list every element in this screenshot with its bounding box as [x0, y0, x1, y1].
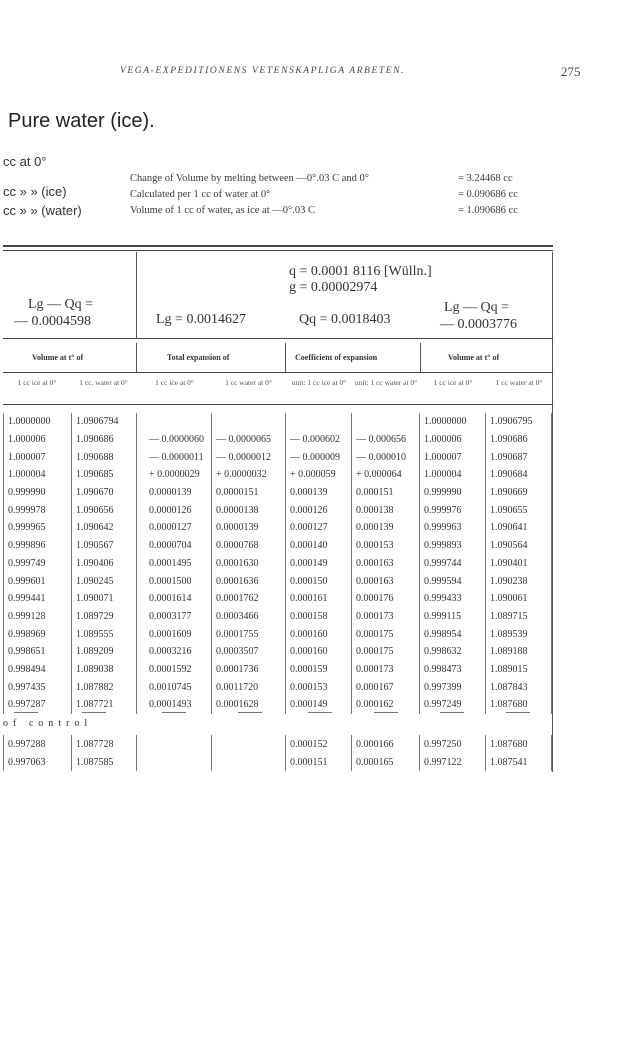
table-cell — [212, 735, 286, 753]
value-volume-change: = 3.24468 cc — [458, 173, 513, 184]
table-cell: 0.0001636 — [212, 572, 286, 590]
table-cell: 0.999128 — [4, 608, 72, 626]
lg-qq-right-value: — 0.0003776 — [440, 317, 517, 332]
table-cell: 0.000150 — [286, 572, 352, 590]
table-cell: 1.089188 — [486, 643, 552, 661]
table-cell: 0.0001614 — [137, 590, 212, 608]
table-cell: 0.000139 — [286, 484, 352, 502]
table-cell: — 0.0000065 — [212, 431, 286, 449]
table-cell: 1.000007 — [420, 448, 486, 466]
control-label: of control — [3, 718, 93, 729]
table-row — [4, 555, 552, 573]
table-cell: + 0.0000029 — [137, 466, 212, 484]
table-cell: 0.000153 — [286, 678, 352, 696]
table-cell: 0.0000768 — [212, 537, 286, 555]
g-constant: g = 0.00002974 — [289, 280, 378, 295]
table-row — [4, 413, 552, 431]
table-cell: 1.090641 — [486, 519, 552, 537]
table-cell: 0.999896 — [4, 537, 72, 555]
statement-per-cc: Calculated per 1 cc of water at 0° — [130, 189, 271, 200]
table-cell: 0.0000126 — [137, 501, 212, 519]
table-cell: 0.999601 — [4, 572, 72, 590]
table-cell: 0.999744 — [420, 555, 486, 573]
table-cell: — 0.000656 — [352, 431, 420, 449]
table-cell: 1.089729 — [72, 608, 137, 626]
qq-constant: Qq = 0.0018403 — [299, 312, 391, 327]
table-cell: 1.090684 — [486, 466, 552, 484]
table-cell: 0.998494 — [4, 661, 72, 679]
group-header-coefficient: Coefficient of expansion — [295, 353, 378, 362]
table-cell: — 0.000010 — [352, 448, 420, 466]
statement-volume-change: Change of Volume by melting between —0°.03 C and 0° — [130, 173, 369, 184]
table-cell: 0.999965 — [4, 519, 72, 537]
table-cell: 0.000149 — [286, 696, 352, 714]
subheader: 1 cc ice at 0° — [433, 378, 473, 387]
table-cell: 1.090564 — [486, 537, 552, 555]
row-dash — [82, 712, 106, 713]
table-cell: 0.000159 — [286, 661, 352, 679]
table-cell: 0.000152 — [286, 735, 352, 753]
table-cell — [212, 413, 286, 431]
table-row — [4, 448, 552, 466]
table-cell: 1.089209 — [72, 643, 137, 661]
table-cell: 0.000176 — [352, 590, 420, 608]
page-number: 275 — [561, 64, 581, 79]
table-cell: 0.000160 — [286, 643, 352, 661]
subheader: 1 cc ice at 0° — [17, 378, 57, 387]
column-divider — [552, 252, 553, 772]
table-row — [4, 735, 552, 753]
table-cell: 1.0000000 — [420, 413, 486, 431]
table-cell: 0.000173 — [352, 608, 420, 626]
row-dash — [506, 712, 530, 713]
table-cell: 0.0000127 — [137, 519, 212, 537]
table-cell: 1.000004 — [4, 466, 72, 484]
table-cell: 1.090685 — [72, 466, 137, 484]
table-cell — [137, 735, 212, 753]
table-row — [4, 625, 552, 643]
table-cell: 0.000160 — [286, 625, 352, 643]
subheader: 1 cc water at 0° — [495, 378, 543, 387]
table-row — [4, 643, 552, 661]
table-cell: 0.000158 — [286, 608, 352, 626]
table-cell: 0.000139 — [352, 519, 420, 537]
running-head: VEGA-EXPEDITIONENS VETENSKAPLIGA ARBETEN. — [120, 66, 406, 76]
row-dash — [308, 712, 332, 713]
table-cell: 1.090655 — [486, 501, 552, 519]
column-divider — [285, 343, 286, 373]
table-row — [4, 661, 552, 679]
definition-symbol: cc » » (water) — [3, 203, 82, 218]
table-cell: 0.000163 — [352, 555, 420, 573]
table-cell: 1.090061 — [486, 590, 552, 608]
table-cell: 0.000166 — [352, 735, 420, 753]
table-cell: 0.999990 — [4, 484, 72, 502]
table-cell: 1.089555 — [72, 625, 137, 643]
table-cell: 0.999433 — [420, 590, 486, 608]
table-cell: 1.090687 — [486, 448, 552, 466]
table-row — [4, 466, 552, 484]
table-cell: 1.090670 — [72, 484, 137, 502]
table-cell: — 0.0000060 — [137, 431, 212, 449]
table-cell: 0.0001736 — [212, 661, 286, 679]
lg-qq-right-label: Lg — Qq = — [444, 300, 510, 315]
table-cell: 1.087721 — [72, 696, 137, 714]
subheader: 1 cc water at 0° — [225, 378, 272, 387]
table-cell: 0.000163 — [352, 572, 420, 590]
table-cell: 1.087585 — [72, 753, 137, 771]
table-cell: 0.0001755 — [212, 625, 286, 643]
column-divider — [420, 343, 421, 373]
table-cell: 1.089015 — [486, 661, 552, 679]
table-cell: 0.999978 — [4, 501, 72, 519]
table-cell: 0.997122 — [420, 753, 486, 771]
table-cell: 0.000175 — [352, 643, 420, 661]
table-cell: 0.0000139 — [212, 519, 286, 537]
table-cell: 1.090688 — [72, 448, 137, 466]
group-header-volume-right: Volume at t° of — [448, 353, 500, 362]
subheader: unit: 1 cc water at 0° — [354, 378, 418, 387]
table-row — [4, 572, 552, 590]
table-cell: 0.0001628 — [212, 696, 286, 714]
value-per-cc: = 0.090686 cc — [458, 189, 518, 200]
table-cell: 0.0010745 — [137, 678, 212, 696]
table-cell: + 0.000064 — [352, 466, 420, 484]
table-cell: 1.0906794 — [72, 413, 137, 431]
table-cell: 0.0011720 — [212, 678, 286, 696]
table-cell: 0.0001495 — [137, 555, 212, 573]
group-header-rule — [3, 372, 553, 373]
table-cell: 0.997063 — [4, 753, 72, 771]
column-divider — [136, 252, 137, 338]
table-cell: + 0.0000032 — [212, 466, 286, 484]
table-cell: 0.999893 — [420, 537, 486, 555]
table-cell: 1.089715 — [486, 608, 552, 626]
table-cell: 0.997249 — [420, 696, 486, 714]
table-cell: 0.0001762 — [212, 590, 286, 608]
table-cell: 0.0000138 — [212, 501, 286, 519]
table-cell: 0.000126 — [286, 501, 352, 519]
table-cell: 1.000007 — [4, 448, 72, 466]
table-cell: 0.000153 — [352, 537, 420, 555]
expansion-table — [3, 413, 552, 714]
table-cell: 1.090642 — [72, 519, 137, 537]
table-row — [4, 537, 552, 555]
table-cell: 0.997287 — [4, 696, 72, 714]
table-cell: — 0.000602 — [286, 431, 352, 449]
table-cell: 1.090669 — [486, 484, 552, 502]
table-cell: 0.0003507 — [212, 643, 286, 661]
table-cell: 0.000151 — [286, 753, 352, 771]
table-cell: 0.997435 — [4, 678, 72, 696]
table-cell: 1.000004 — [420, 466, 486, 484]
row-dash — [238, 712, 262, 713]
table-cell: 1.087882 — [72, 678, 137, 696]
table-cell: 1.087680 — [486, 735, 552, 753]
table-row — [4, 431, 552, 449]
table-cell: 0.998969 — [4, 625, 72, 643]
table-cell: 1.090686 — [72, 431, 137, 449]
table-cell: 0.0003216 — [137, 643, 212, 661]
table-cell: 0.997250 — [420, 735, 486, 753]
table-cell: 0.0003177 — [137, 608, 212, 626]
table-row — [4, 678, 552, 696]
table-cell: 0.0000704 — [137, 537, 212, 555]
value-volume-ice: = 1.090686 cc — [458, 205, 518, 216]
table-cell: 0.000151 — [352, 484, 420, 502]
table-top-rule-thin — [3, 250, 553, 251]
table-cell: 0.999115 — [420, 608, 486, 626]
subheader: 1 cc. water at 0° — [79, 378, 128, 387]
table-row — [4, 484, 552, 502]
table-cell — [286, 413, 352, 431]
definition-symbol: cc at 0° — [3, 154, 47, 169]
table-cell — [137, 413, 212, 431]
table-cell: 0.000127 — [286, 519, 352, 537]
table-row — [4, 608, 552, 626]
table-row — [4, 519, 552, 537]
table-cell: 1.087541 — [486, 753, 552, 771]
table-cell: 1.089038 — [72, 661, 137, 679]
table-cell: 0.0003466 — [212, 608, 286, 626]
table-cell: 0.000173 — [352, 661, 420, 679]
control-table — [3, 735, 552, 771]
table-cell: 1.090567 — [72, 537, 137, 555]
definition-symbol: cc » » (ice) — [3, 184, 67, 199]
table-cell: 0.000162 — [352, 696, 420, 714]
table-cell: 0.0001630 — [212, 555, 286, 573]
statement-volume-ice: Volume of 1 cc of water, as ice at —0°.03 C — [130, 205, 315, 216]
row-dash — [14, 712, 38, 713]
table-cell: 0.000149 — [286, 555, 352, 573]
table-cell: 1.090245 — [72, 572, 137, 590]
table-cell: 0.0001500 — [137, 572, 212, 590]
table-row — [4, 590, 552, 608]
table-cell: 1.090071 — [72, 590, 137, 608]
table-cell — [137, 753, 212, 771]
table-cell: 1.090238 — [486, 572, 552, 590]
table-cell: 0.999990 — [420, 484, 486, 502]
table-cell: 1.087728 — [72, 735, 137, 753]
table-cell: 1.090401 — [486, 555, 552, 573]
lg-qq-left-label: Lg — Qq = — [28, 297, 94, 312]
table-cell: 0.999976 — [420, 501, 486, 519]
lg-constant: Lg = 0.0014627 — [156, 312, 246, 327]
table-cell: — 0.0000012 — [212, 448, 286, 466]
table-cell: 0.999441 — [4, 590, 72, 608]
table-cell: 1.000006 — [4, 431, 72, 449]
table-cell: 0.999749 — [4, 555, 72, 573]
subheader: 1 cc ice at 0° — [155, 378, 194, 387]
table-cell: 1.000006 — [420, 431, 486, 449]
header-rule — [3, 338, 553, 339]
table-top-rule — [3, 245, 553, 247]
table-cell: 0.0001493 — [137, 696, 212, 714]
table-cell — [352, 413, 420, 431]
group-header-volume-left: Volume at t° of — [32, 353, 84, 362]
table-cell: 0.000165 — [352, 753, 420, 771]
subheader-rule — [3, 404, 553, 405]
table-cell: 1.090686 — [486, 431, 552, 449]
table-cell: 0.000175 — [352, 625, 420, 643]
table-cell: + 0.000059 — [286, 466, 352, 484]
table-cell: 0.997288 — [4, 735, 72, 753]
group-header-total-expansion: Total expansion of — [167, 353, 230, 362]
table-cell: 1.0906795 — [486, 413, 552, 431]
row-dash — [162, 712, 186, 713]
table-cell: 1.089539 — [486, 625, 552, 643]
table-cell: 0.0000151 — [212, 484, 286, 502]
table-cell: 0.998651 — [4, 643, 72, 661]
row-dash — [374, 712, 398, 713]
row-dash — [440, 712, 464, 713]
table-cell — [212, 753, 286, 771]
table-cell: 0.0001592 — [137, 661, 212, 679]
table-cell: 0.000140 — [286, 537, 352, 555]
table-cell: 0.997399 — [420, 678, 486, 696]
table-cell: 1.087843 — [486, 678, 552, 696]
q-constant: q = 0.0001 8116 [Wülln.] — [289, 264, 432, 279]
table-cell: 0.000161 — [286, 590, 352, 608]
table-cell: 1.090406 — [72, 555, 137, 573]
table-cell: 0.000167 — [352, 678, 420, 696]
table-cell: 0.000138 — [352, 501, 420, 519]
table-row — [4, 753, 552, 771]
table-cell: — 0.000009 — [286, 448, 352, 466]
table-cell: 0.0000139 — [137, 484, 212, 502]
page-title: Pure water (ice). — [8, 110, 155, 132]
table-cell: — 0.0000011 — [137, 448, 212, 466]
table-row — [4, 501, 552, 519]
table-cell: 0.999963 — [420, 519, 486, 537]
table-cell: 0.0001609 — [137, 625, 212, 643]
table-cell: 0.998473 — [420, 661, 486, 679]
table-cell: 0.999594 — [420, 572, 486, 590]
column-divider — [136, 343, 137, 373]
table-cell: 1.090656 — [72, 501, 137, 519]
table-cell: 1.0000000 — [4, 413, 72, 431]
lg-qq-left-value: — 0.0004598 — [14, 314, 91, 329]
table-cell: 0.998632 — [420, 643, 486, 661]
subheader: unit: 1 cc ice at 0° — [291, 378, 347, 387]
table-cell: 1.087680 — [486, 696, 552, 714]
table-cell: 0.998954 — [420, 625, 486, 643]
